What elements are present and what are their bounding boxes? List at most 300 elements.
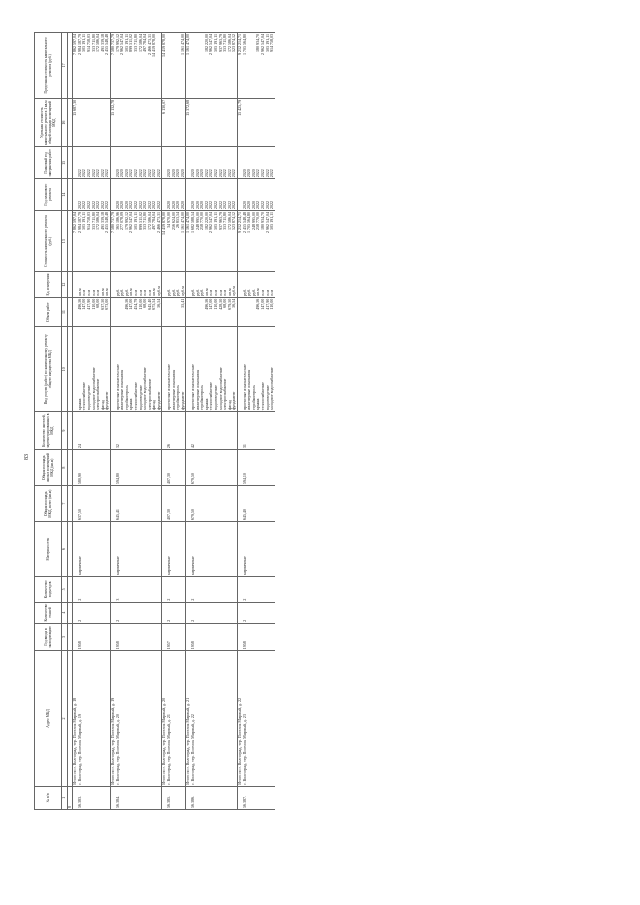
table-cell: 2022 <box>209 179 214 211</box>
table-cell: 2020 <box>252 147 257 179</box>
table-cell: 2 962 547,04 <box>209 211 214 272</box>
column-header-11: Объем работ <box>35 297 62 327</box>
table-cell: 7 862 597,04 <box>73 33 78 99</box>
table-cell: 2 466 473,31 <box>157 211 162 272</box>
table-cell: 407,30 <box>167 486 172 522</box>
table-cell: 179 992,12 <box>116 33 121 99</box>
table-cell: 2 962 547,04 <box>266 211 271 272</box>
table-cell: кирпичные <box>191 522 196 577</box>
table-cell: 2022 <box>152 147 157 179</box>
table-cell: инженерные изыскания <box>196 327 201 412</box>
table-cell: 1 161 474,00 <box>181 33 186 99</box>
table-cell: холодное водоснабжение <box>270 327 275 412</box>
table-cell: руб. <box>196 272 201 297</box>
table-cell: кирпичные <box>116 522 121 577</box>
table-cell: 645,40 <box>148 297 153 327</box>
table-cell: 1 682 588,54 <box>191 211 196 272</box>
table-cell: 2022 <box>152 179 157 211</box>
table-cell: 2 <box>191 577 196 602</box>
table-cell: теплоснабжение <box>261 327 266 412</box>
table-cell: 2020 <box>191 147 196 179</box>
table-cell: теплоснабжение <box>82 327 87 412</box>
table-cell: 353 711,80 <box>223 211 228 272</box>
table-cell: 2020 <box>243 179 248 211</box>
table-cell: п.м <box>96 272 101 297</box>
table-cell: 14 419 878,00 <box>152 33 157 99</box>
table-cell: 937 963,79 <box>219 211 224 272</box>
table-cell: 2020 <box>167 147 172 179</box>
table-cell: кирпичные <box>243 522 248 577</box>
table-cell: 2020 <box>243 147 248 179</box>
table-cell: 2022 <box>101 147 106 179</box>
table-cell: 637,50 <box>101 297 106 327</box>
table-cell: 2 <box>167 602 172 623</box>
table-cell: 26 853,54 <box>176 211 181 272</box>
table-cell: 2022 <box>134 179 139 211</box>
table-cell: 417,90 <box>266 297 271 327</box>
table-cell: 2022 <box>266 179 271 211</box>
table-cell: 505 191,11 <box>134 211 139 272</box>
table-cell: 2022 <box>214 147 219 179</box>
table-cell: 679,50 <box>191 486 196 522</box>
table-cell: 42 <box>191 412 196 450</box>
table-cell: 417,90 <box>87 297 92 327</box>
table-cell: холодное водоснабжение <box>143 327 148 412</box>
table-cell: п.м <box>143 272 148 297</box>
table-cell: 258 770,00 <box>200 211 205 272</box>
table-body <box>67 33 275 810</box>
table-cell: 505 191,11 <box>82 33 87 99</box>
table-cell: 2 962 547,04 <box>209 33 214 99</box>
table-cell: фасад <box>152 327 157 412</box>
table-cell: 2 455 548,48 <box>243 211 248 272</box>
table-cell: п.м <box>139 272 144 297</box>
table-cell: руб. <box>252 272 257 297</box>
table-cell: 497 784,04 <box>143 33 148 99</box>
table-cell: 32 <box>116 412 121 450</box>
table-cell: 2020 <box>176 147 181 179</box>
column-header-8: Общая площадь жилых помещений МКД (кв.м) <box>35 450 62 486</box>
table-cell: 2022 <box>232 179 237 211</box>
table-cell: 2022 <box>78 147 83 179</box>
table-cell: г. Волгоград, тер. Поселок Мирный, д. 22 <box>191 651 196 786</box>
table-cell: 2022 <box>96 147 101 179</box>
table-cell: 1 705 564,80 <box>247 211 252 272</box>
table-cell: фундамент <box>181 327 186 412</box>
table-cell: п.м <box>148 272 153 297</box>
table-cell: 2022 <box>129 147 134 179</box>
column-number-13: 13 <box>62 211 68 272</box>
table-cell: 172 586,04 <box>139 33 144 99</box>
table-cell: 2022 <box>157 179 162 211</box>
column-number-6: 6 <box>62 522 68 577</box>
table-cell: стройконтроль <box>176 327 181 412</box>
table-cell: кв.м <box>152 272 157 297</box>
table-cell: 172 586,04 <box>96 211 101 272</box>
table-cell: 68,00 <box>96 297 101 327</box>
table-cell <box>270 577 275 602</box>
column-header-15: Плановый год завершения работ <box>35 147 62 179</box>
table-cell: крыша <box>256 327 261 412</box>
table-cell: 6 130,07 <box>162 98 167 147</box>
table-cell: 2 <box>116 602 121 623</box>
table-cell: 182 220,00 <box>205 211 210 272</box>
table-cell: руб. <box>200 272 205 297</box>
page-number: 83 <box>24 454 30 460</box>
table-cell: стройконтроль <box>125 327 130 412</box>
table-cell: 637,50 <box>78 486 83 522</box>
table-cell: 645,40 <box>243 486 248 522</box>
column-header-13: Стоимость капитального ремонта (руб.) <box>35 211 62 272</box>
table-cell: 2022 <box>223 147 228 179</box>
table-cell: кв.м <box>256 272 261 297</box>
table-cell: 2020 <box>181 179 186 211</box>
table-cell: 2 466 473,31 <box>148 33 153 99</box>
table-cell: г. Волгоград, тер. Поселок Мирный, д. 21 <box>167 651 172 786</box>
repair-plan-table <box>34 32 275 810</box>
table-cell: инженерные изыскания <box>247 327 252 412</box>
table-cell: 914 758,03 <box>87 211 92 272</box>
table-cell: 2 <box>78 602 83 623</box>
column-header-7: Общая площадь МКД, всего (кв.м) <box>35 486 62 522</box>
header-row <box>35 33 62 810</box>
table-cell: Итого по г. Волгоград, тер. Поселок Мирный, д. 21 <box>186 651 191 786</box>
table-cell: крыша <box>129 327 134 412</box>
table-cell: 147,00 <box>209 297 214 327</box>
table-cell: 2022 <box>139 179 144 211</box>
table-cell: водоотведение <box>139 327 144 412</box>
table-cell: п.м <box>219 272 224 297</box>
table-cell: руб. <box>116 272 121 297</box>
table-cell: 1 161 474,00 <box>186 33 191 99</box>
table-cell: 2022 <box>261 179 266 211</box>
table-cell: 172 586,04 <box>96 33 101 99</box>
column-header-6: Материал стен <box>35 522 62 577</box>
table-cell: 2020 <box>252 179 257 211</box>
table-cell: 2022 <box>209 147 214 179</box>
table-cell: 2022 <box>143 147 148 179</box>
table-cell: 9 212 214,71 <box>237 211 242 272</box>
table-cell: 594,10 <box>243 450 248 486</box>
table-cell: 55,41 <box>181 297 186 327</box>
table-cell: 496,56 <box>205 297 210 327</box>
table-cell: 2020 <box>125 179 130 211</box>
table-cell: 15 425,79 <box>237 98 242 147</box>
table-cell: 2020 <box>116 179 121 211</box>
table-cell: 505 191,11 <box>266 33 271 99</box>
table-cell: 15 687,30 <box>73 98 78 147</box>
table-cell: 2020 <box>200 179 205 211</box>
table-cell: куб.м <box>232 272 237 297</box>
table-cell: 505 191,11 <box>214 33 219 99</box>
table-cell: 675,54 <box>152 297 157 327</box>
table-cell: крыша <box>78 327 83 412</box>
table-cell <box>270 623 275 651</box>
table-cell: 15 372,68 <box>186 98 191 147</box>
table-cell: 2022 <box>78 179 83 211</box>
table-cell: 26 <box>167 412 172 450</box>
table-cell: кв.м <box>78 272 83 297</box>
table-cell: кирпичные <box>167 522 172 577</box>
table-cell: 182 220,00 <box>205 33 210 99</box>
table-cell <box>270 651 275 786</box>
table-cell: 172 586,04 <box>228 33 233 99</box>
table-cell: 2 962 547,04 <box>261 33 266 99</box>
table-cell: 7 580 737,79 <box>110 211 115 272</box>
table-cell: 56.383. <box>78 786 83 809</box>
table-cell: 56.386. <box>191 786 196 809</box>
table-cell: 2022 <box>82 147 87 179</box>
table-cell: 8 <box>67 786 73 809</box>
table-cell: фундамент <box>105 327 110 412</box>
table-cell: 2022 <box>270 147 275 179</box>
table-cell: руб. <box>243 272 248 297</box>
table-cell: 454,79 <box>134 297 139 327</box>
table-cell: 2020 <box>125 147 130 179</box>
table-cell: водоотведение <box>266 327 271 412</box>
table-cell: п.м <box>270 272 275 297</box>
table-cell: 2022 <box>129 179 134 211</box>
column-number-3: 3 <box>62 623 68 651</box>
table-cell: 496,56 <box>125 297 130 327</box>
column-number-16: 16 <box>62 98 68 147</box>
table-cell: 2020 <box>120 147 125 179</box>
column-header-16: Удельная стоимость капитального ремонта 1 кв.м общей площади помещений МКД <box>35 98 62 147</box>
table-cell: 2020 <box>191 179 196 211</box>
column-header-12: Ед. измерения <box>35 272 62 297</box>
table-cell: Итого по г. Волгоград, тер. Поселок Мирный, д. 19 <box>110 651 115 786</box>
table-cell: крыша <box>205 327 210 412</box>
table-cell: 110,00 <box>92 297 97 327</box>
table-cell: куб.м <box>157 272 162 297</box>
table-cell: 2022 <box>87 179 92 211</box>
table-cell: 2 <box>167 577 172 602</box>
table-cell: 248 995,00 <box>252 211 257 272</box>
column-number-5: 5 <box>62 577 68 602</box>
table-cell: 2022 <box>148 147 153 179</box>
column-header-9: Количество жителей, зарегистрированных в МКД <box>35 412 62 450</box>
table-cell: куб.м <box>181 272 186 297</box>
table-cell: кв.м <box>205 272 210 297</box>
table-cell: электроснабжение <box>223 327 228 412</box>
column-header-3: Год ввода в эксплуатацию <box>35 623 62 651</box>
table-cell: 256 624,00 <box>172 211 177 272</box>
column-number-11: 11 <box>62 297 68 327</box>
table-cell: 2022 <box>214 179 219 211</box>
table-cell: водоотведение <box>214 327 219 412</box>
table-cell: 2022 <box>232 147 237 179</box>
table-cell: 3 <box>116 577 121 602</box>
table-cell <box>270 522 275 577</box>
table-cell: 2022 <box>256 147 261 179</box>
table-cell: 14 419 878,00 <box>162 33 167 99</box>
table-cell: 1 161 474,00 <box>186 211 191 272</box>
table-cell: 914 758,03 <box>270 33 275 99</box>
table-cell: 580,90 <box>78 450 83 486</box>
table-cell: 2020 <box>196 147 201 179</box>
table-cell: п.м <box>134 272 139 297</box>
table-cell: инженерные изыскания <box>172 327 177 412</box>
table-cell: 2 455 548,48 <box>105 211 110 272</box>
table-cell: 147,00 <box>129 297 134 327</box>
table-cell: фасад <box>101 327 106 412</box>
table-cell: 2022 <box>223 179 228 211</box>
table-cell: 2 <box>243 577 248 602</box>
table-cell: 505 191,11 <box>214 211 219 272</box>
table-cell: 2022 <box>270 179 275 211</box>
table-cell: водоотведение <box>87 327 92 412</box>
table-cell: п.м <box>266 272 271 297</box>
table-cell <box>270 786 275 809</box>
column-number-14: 14 <box>62 179 68 211</box>
table-cell: 2022 <box>228 179 233 211</box>
table-cell: п.м <box>209 272 214 297</box>
table-cell: стройконтроль <box>252 327 257 412</box>
table-cell: 365 186,96 <box>116 211 121 272</box>
table-cell: 496,56 <box>78 297 83 327</box>
column-header-17: Предельная стоимость капитального ремонта (руб.) <box>35 33 62 99</box>
table-cell: 2020 <box>181 147 186 179</box>
table-cell: 679,50 <box>228 297 233 327</box>
table-cell: 2022 <box>105 179 110 211</box>
table-cell: 2020 <box>172 147 177 179</box>
table-cell: 679,50 <box>191 450 196 486</box>
table-cell: кв.м <box>129 272 134 297</box>
table-cell: 505 191,11 <box>270 211 275 272</box>
table-cell: 68,00 <box>143 297 148 327</box>
table-cell: холодное водоснабжение <box>92 327 97 412</box>
table-cell: Итого по г. Волгоград, тер. Поселок Мирный, д. 18 <box>73 651 78 786</box>
table-cell: электроснабжение <box>96 327 101 412</box>
table-cell: 2022 <box>96 179 101 211</box>
table-cell: 407,30 <box>167 450 172 486</box>
column-header-4: Количество этажей <box>35 602 62 623</box>
table-cell: 2 <box>78 577 83 602</box>
table-cell: 2020 <box>120 179 125 211</box>
table-cell: 2020 <box>176 179 181 211</box>
table-cell: 7 580 737,79 <box>110 33 115 99</box>
table-cell: Итого по г. Волгоград, тер. Поселок Мирный, д. 22 <box>237 651 242 786</box>
table-cell: кв.м <box>228 272 233 297</box>
table-cell: 505 191,11 <box>125 33 130 99</box>
table-cell: 496,56 <box>256 297 261 327</box>
table-cell: 2022 <box>219 179 224 211</box>
table-cell: г. Волгоград, тер. Поселок Мирный, д. 23 <box>243 651 248 786</box>
table-cell: 2022 <box>143 179 148 211</box>
table-cell: п.м <box>87 272 92 297</box>
table-cell <box>270 486 275 522</box>
table-cell: 2022 <box>148 179 153 211</box>
table-cell: 2 962 547,04 <box>120 33 125 99</box>
column-number-10: 10 <box>62 327 68 412</box>
table-cell: 2022 <box>228 147 233 179</box>
table-cell: теплоснабжение <box>134 327 139 412</box>
table-cell: 673,00 <box>105 297 110 327</box>
table-cell: 2020 <box>200 147 205 179</box>
table-cell: 2022 <box>157 147 162 179</box>
table-cell: 2022 <box>82 179 87 211</box>
table-cell: 56.385. <box>167 786 172 809</box>
table-cell: 937 963,79 <box>219 33 224 99</box>
table-cell: кв.м <box>105 272 110 297</box>
table-cell: 2022 <box>92 147 97 179</box>
table-cell: фундамент <box>157 327 162 412</box>
table-cell: 172 586,04 <box>228 211 233 272</box>
table-cell: 277 078,09 <box>120 211 125 272</box>
table-cell: 2022 <box>101 179 106 211</box>
table-cell: 1958 <box>116 623 121 651</box>
table-cell: 110,00 <box>270 297 275 327</box>
table-row <box>270 33 275 810</box>
column-number-17: 17 <box>62 33 68 99</box>
table-cell: 353 711,80 <box>223 33 228 99</box>
table-cell: п.м <box>82 272 87 297</box>
table-cell: 899 511,02 <box>139 211 144 272</box>
column-number-15: 15 <box>62 147 68 179</box>
column-number-7: 7 <box>62 486 68 522</box>
column-number-12: 12 <box>62 272 68 297</box>
table-cell: 2 <box>243 602 248 623</box>
table-cell: 353 711,80 <box>143 211 148 272</box>
table-cell: 2 455 548,48 <box>105 33 110 99</box>
table-cell: руб. <box>191 272 196 297</box>
column-header-2: Адрес МКД <box>35 651 62 786</box>
table-cell: 353 711,80 <box>92 33 97 99</box>
table-cell: 353 711,80 <box>134 33 139 99</box>
table-cell: п.м <box>223 272 228 297</box>
column-number-9: 9 <box>62 412 68 450</box>
table-cell: 34 970,00 <box>167 211 172 272</box>
table-cell: 68,00 <box>223 297 228 327</box>
table-cell: 24 <box>78 412 83 450</box>
table-cell: 491 339,18 <box>101 33 106 99</box>
column-number-2: 2 <box>62 651 68 786</box>
table-cell: 2022 <box>205 147 210 179</box>
table-cell: 15 132,78 <box>110 98 115 147</box>
column-number-4: 4 <box>62 602 68 623</box>
table-cell: 7 862 597,04 <box>73 211 78 272</box>
table-cell: 2022 <box>219 147 224 179</box>
table-cell: 2020 <box>247 179 252 211</box>
table-cell: руб. <box>167 272 172 297</box>
table-cell: 2 984 187,79 <box>78 211 83 272</box>
table-cell: 2020 <box>247 147 252 179</box>
table-cell: 353 711,80 <box>92 211 97 272</box>
table-cell: 523 874,12 <box>232 211 237 272</box>
table-cell: 2022 <box>266 147 271 179</box>
table-cell: 56,54 <box>157 297 162 327</box>
table-cell: 645,41 <box>116 486 121 522</box>
table-cell: 248 995,00 <box>196 211 201 272</box>
table-cell: 2022 <box>87 147 92 179</box>
table-cell <box>270 412 275 450</box>
table-cell: фасад <box>228 327 233 412</box>
table-cell: 56.384. <box>116 786 121 809</box>
table-cell: 31 <box>243 412 248 450</box>
table-cell: 497 784,04 <box>152 211 157 272</box>
table-cell: 1958 <box>78 623 83 651</box>
table-cell: проектные изыскательские <box>116 327 121 412</box>
table-cell: 1958 <box>191 623 196 651</box>
table-cell: 2022 <box>256 179 261 211</box>
table-cell: проектные изыскательские <box>191 327 196 412</box>
table-cell: руб. <box>172 272 177 297</box>
table-cell <box>270 450 275 486</box>
column-header-14: Год планового ремонта <box>35 179 62 211</box>
table-cell: п.м <box>261 272 266 297</box>
table-cell: 1958 <box>243 623 248 651</box>
table-cell: 523 874,12 <box>232 33 237 99</box>
